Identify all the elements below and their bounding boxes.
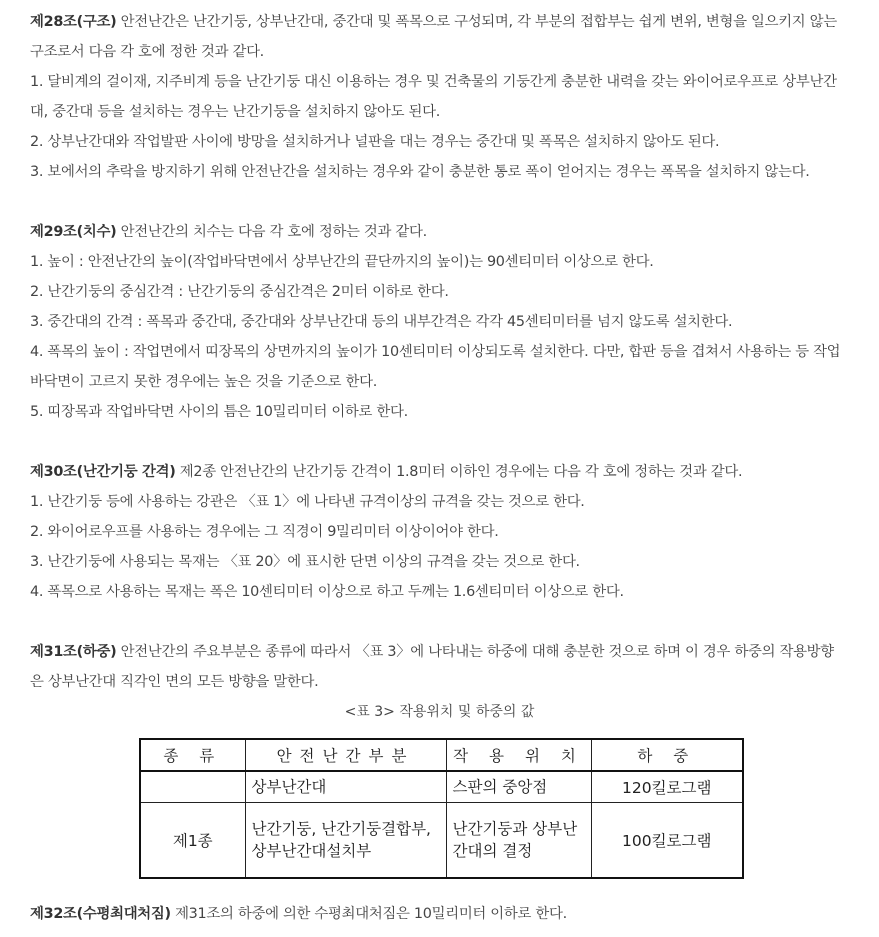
article-29-text: 안전난간의 치수는 다음 각 호에 정하는 것과 같다.	[116, 224, 427, 240]
article-29-item-5: 5. 띠장목과 작업바닥면 사이의 틈은 10밀리미터 이하로 한다.	[30, 404, 408, 420]
article-31-heading: 제31조(하중)	[30, 644, 117, 660]
article-28-item-1: 1. 달비계의 걸이재, 지주비계 등을 난간기둥 대신 이용하는 경우 및 건축물의 기둥간게 충분한 내력을 갖는 와이어로우프로 상부난간	[30, 74, 837, 90]
table-row	[140, 771, 743, 803]
article-31-line-2: 은 상부난간대 직각인 면의 모든 방향을 말한다.	[30, 674, 319, 690]
table-cell-load: 100킬로그램	[591, 803, 743, 879]
table-row	[140, 803, 743, 879]
article-32-heading: 제32조(수평최대처짐)	[30, 906, 171, 922]
table-header-type: 종 류	[140, 739, 245, 771]
article-32-line-1	[30, 904, 859, 924]
article-30-text: 제2종 안전난간의 난간기둥 간격이 1.8미터 이하인 경우에는 다음 각 호에 정하는 것과 같다.	[175, 464, 743, 480]
article-28-heading: 제28조(구조)	[30, 14, 117, 30]
article-31-text: 안전난간의 주요부분은 종류에 따라서 〈표 3〉에 나타내는 하중에 대해 충분한 것으로 하며 이 경우 하중의 작용방향	[116, 644, 834, 660]
load-table	[139, 738, 744, 879]
table-header-row	[140, 739, 743, 771]
article-28-line-2: 구조로서 다음 각 호에 정한 것과 같다.	[30, 44, 264, 60]
table-cell-type	[140, 771, 245, 803]
article-29-line-1	[30, 222, 859, 242]
article-31-line-1	[30, 642, 859, 662]
table-cell-part: 난간기둥, 난간기둥결합부, 상부난간대설치부	[245, 803, 446, 879]
article-32-text: 제31조의 하중에 의한 수평최대처짐은 10밀리미터 이하로 한다.	[170, 906, 567, 922]
article-30-item-1: 1. 난간기둥 등에 사용하는 강관은 〈표 1〉에 나타낸 규격이상의 규격을 갖는 것으로 한다.	[30, 494, 585, 510]
table-header-part: 안전난간부분	[245, 739, 446, 771]
article-29-item-2: 2. 난간기둥의 중심간격 : 난간기둥의 중심간격은 2미터 이하로 한다.	[30, 284, 449, 300]
article-30-line-1	[30, 462, 859, 482]
article-30-item-3: 3. 난간기둥에 사용되는 목재는 〈표 20〉에 표시한 단면 이상의 규격을 갖는 것으로 한다.	[30, 554, 580, 570]
article-29-item-1: 1. 높이 : 안전난간의 높이(작업바닥면에서 상부난간의 끝단까지의 높이)는 90센티미터 이상으로 한다.	[30, 254, 654, 270]
article-28-line-1	[30, 12, 859, 32]
article-29-item-3: 3. 중간대의 간격 : 폭목과 중간대, 중간대와 상부난간대 등의 내부간격은 각각 45센티미터를 넘지 않도록 설치한다.	[30, 314, 733, 330]
article-29-item-4-cont: 바닥면이 고르지 못한 경우에는 높은 것을 기준으로 한다.	[30, 374, 378, 390]
article-29-item-4: 4. 폭목의 높이 : 작업면에서 띠장목의 상면까지의 높이가 10센티미터 이상되도록 설치한다. 다만, 합판 등을 겹쳐서 사용하는 등 작업	[30, 344, 841, 360]
table-header-position: 작 용 위 치	[446, 739, 591, 771]
table-cell-position: 난간기둥과 상부난간대의 결정	[446, 803, 591, 879]
article-28-item-2: 2. 상부난간대와 작업발판 사이에 방망을 설치하거나 널판을 대는 경우는 중간대 및 폭목은 설치하지 않아도 된다.	[30, 134, 720, 150]
table-3-caption: <표 3> 작용위치 및 하중의 값	[344, 704, 535, 720]
article-28-item-3: 3. 보에서의 추락을 방지하기 위해 안전난간을 설치하는 경우와 같이 충분한 통로 폭이 얻어지는 경우는 폭목을 설치하지 않는다.	[30, 164, 810, 180]
article-28-text: 안전난간은 난간기둥, 상부난간대, 중간대 및 폭목으로 구성되며, 각 부분의 접합부는 쉽게 변위, 변형을 일으키지 않는	[116, 14, 837, 30]
table-cell-position: 스판의 중앙점	[446, 771, 591, 803]
article-28-item-1-cont: 대, 중간대 등을 설치하는 경우는 난간기둥을 설치하지 않아도 된다.	[30, 104, 440, 120]
table-cell-load: 120킬로그램	[591, 771, 743, 803]
article-30-item-2: 2. 와이어로우프를 사용하는 경우에는 그 직경이 9밀리미터 이상이어야 한다.	[30, 524, 499, 540]
article-30-heading: 제30조(난간기둥 간격)	[30, 464, 176, 480]
table-cell-part: 상부난간대	[245, 771, 446, 803]
table-cell-type: 제1종	[140, 803, 245, 879]
article-30-item-4: 4. 폭목으로 사용하는 목재는 폭은 10센티미터 이상으로 하고 두께는 1.6센티미터 이상으로 한다.	[30, 584, 624, 600]
table-header-load: 하 중	[591, 739, 743, 771]
article-29-heading: 제29조(치수)	[30, 224, 117, 240]
